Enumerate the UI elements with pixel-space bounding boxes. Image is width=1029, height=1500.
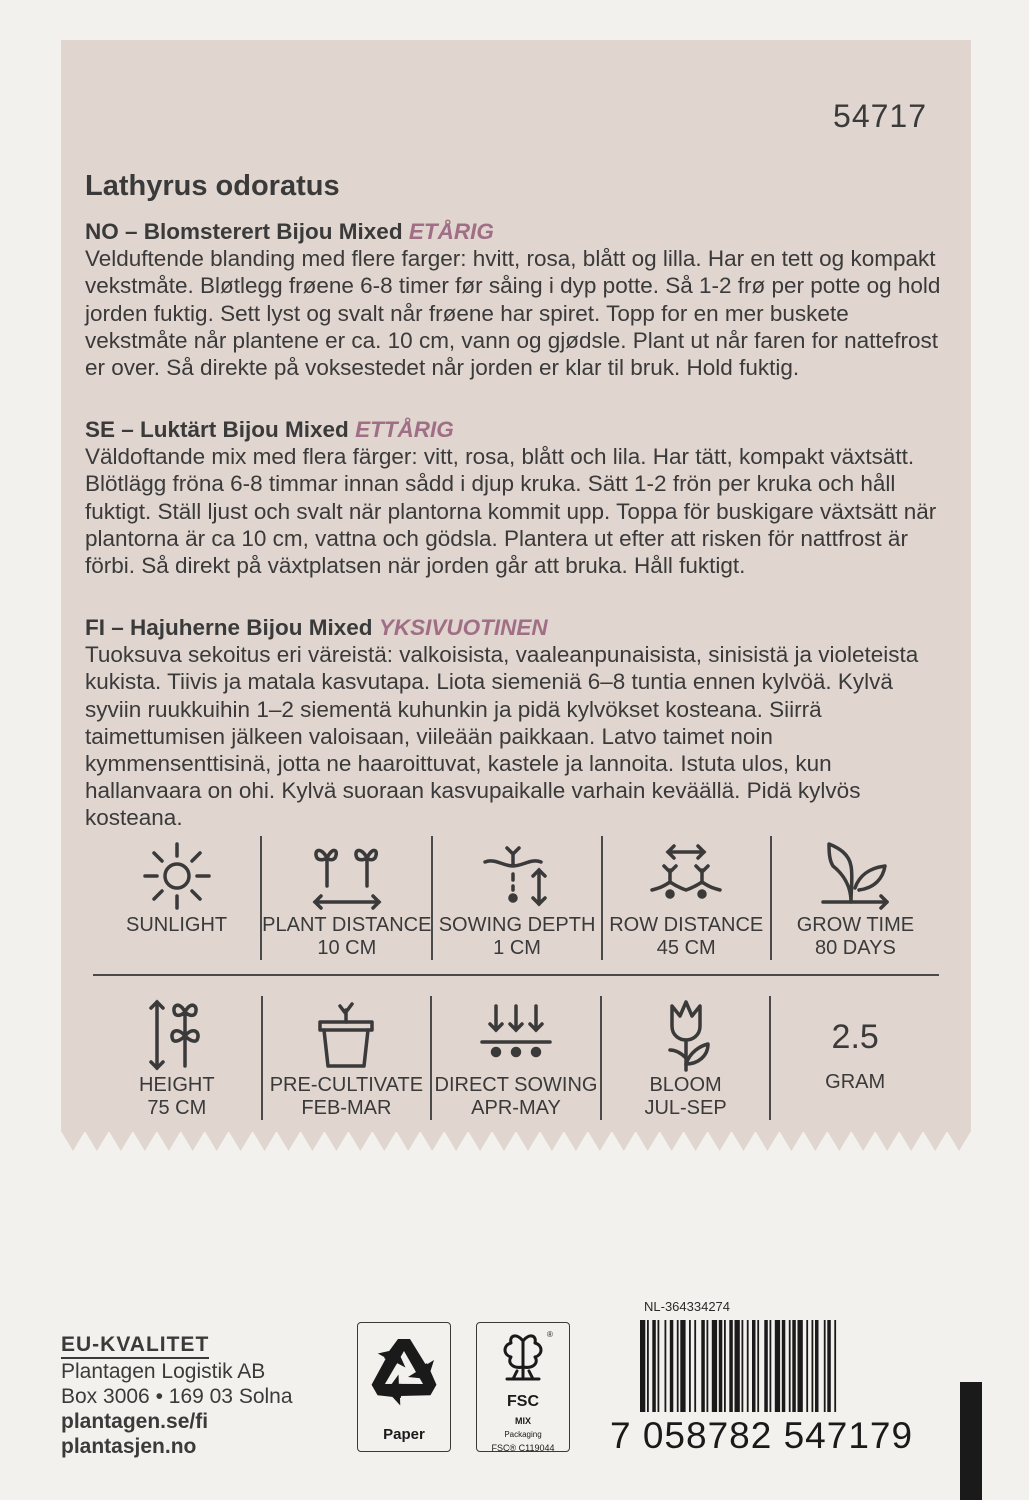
- section-heading: SE – Luktärt Bijou Mixed: [85, 417, 349, 442]
- grow-time-icon: [815, 836, 895, 914]
- barcode-icon: [640, 1320, 932, 1416]
- info-value: 1 CM: [493, 937, 541, 959]
- company-name: Plantagen Logistik AB: [61, 1360, 266, 1383]
- section-heading: NO – Blomsterert Bijou Mixed: [85, 219, 403, 244]
- section-tag: ETÅRIG: [408, 219, 494, 244]
- info-label: SUNLIGHT: [126, 914, 228, 936]
- info-height: [93, 996, 263, 1120]
- svg-text:®: ®: [547, 1330, 553, 1339]
- section-body: Velduftende blanding med flere farger: hvitt, rosa, blått og lilla. Har en tett og kompakt vekstmåte. Bløtlegg frøene 6-8 timer før såing i dyp potte. Så 1-2 frø per potte og hold jorden fuktig. Sett lyst og svalt når frøene har spiret. Topp for en mer buskete vekstmåte når plantene er ca. 10 cm, vann og gjødsle. Plant ut når faren for nattefrost er over. Så direkte på voksestedet når jorden er klar til bruk. Hold fuktig.: [85, 246, 941, 381]
- recycle-icon: [358, 1323, 450, 1419]
- direct-sowing-icon: [476, 996, 556, 1074]
- sowing-depth-icon: [477, 836, 557, 914]
- info-label: GROW TIME: [796, 914, 915, 936]
- website-fi[interactable]: plantagen.se/fi: [61, 1410, 209, 1433]
- quality-label: EU-KVALITET: [61, 1332, 209, 1359]
- section-body: Väldoftande mix med flera färger: vitt, rosa, blått och lila. Har tätt, kompakt växtsätt. Blötlägg fröna 6-8 timmar innan sådd i djup kruka. Sätt 1-2 frön per kruka och håll fuktigt. Ställ ljust och svalt när plantorna kommit upp. Toppa för buskigare växtsätt när plantorna är ca 10 cm, vattna och gödsla. Plantera ut efter att risken för nattfrost är förbi. Så direkt på växtplatsen när jorden går att bruka. Håll fuktigt.: [85, 444, 937, 579]
- info-value: 80 DAYS: [815, 937, 896, 959]
- sun-icon: [137, 836, 217, 914]
- info-row-1: [93, 836, 939, 960]
- fsc-tree-icon: [477, 1323, 569, 1389]
- info-sowing-depth: [433, 836, 602, 960]
- footer-address: [61, 1332, 293, 1459]
- product-code: 54717: [833, 98, 927, 134]
- fsc-badge: [476, 1322, 570, 1452]
- latin-name: Lathyrus odoratus: [85, 170, 340, 202]
- info-label: PLANT DISTANCE: [262, 914, 432, 936]
- info-plant-distance: [262, 836, 433, 960]
- info-value: 75 CM: [147, 1097, 207, 1119]
- zigzag-edge: [61, 1131, 971, 1153]
- company-address: Box 3006 • 169 03 Solna: [61, 1385, 293, 1408]
- info-sunlight: [93, 836, 262, 960]
- info-direct-sowing: [432, 996, 602, 1120]
- section-tag: ETTÅRIG: [355, 417, 454, 442]
- height-icon: [137, 996, 217, 1074]
- section-tag: YKSIVUOTINEN: [378, 615, 548, 640]
- info-row-distance: [603, 836, 772, 960]
- info-panel: [61, 40, 971, 1132]
- website-no[interactable]: plantasjen.no: [61, 1435, 197, 1458]
- edge-mark: [960, 1382, 982, 1500]
- fsc-code: FSC® C119044: [491, 1443, 555, 1453]
- fsc-mix: MIX: [514, 1416, 531, 1426]
- info-value: 10 CM: [317, 937, 377, 959]
- info-weight: [771, 996, 939, 1120]
- info-label: PRE-CULTIVATE: [269, 1074, 424, 1096]
- section-no: [85, 218, 945, 381]
- recycle-label: Paper: [383, 1426, 425, 1443]
- info-label: HEIGHT: [139, 1074, 215, 1096]
- info-row-2: [93, 996, 939, 1120]
- grid-divider: [93, 974, 939, 976]
- section-se: [85, 416, 945, 579]
- plant-distance-icon: [307, 836, 387, 914]
- info-label: DIRECT SOWING: [434, 1074, 598, 1096]
- weight-value: 2.5: [831, 1018, 879, 1056]
- info-label: SOWING DEPTH: [438, 914, 596, 936]
- section-fi: [85, 614, 945, 832]
- info-bloom: [602, 996, 772, 1120]
- fsc-name: FSC: [507, 1393, 539, 1410]
- recycle-badge: [357, 1322, 451, 1452]
- info-label: BLOOM: [649, 1074, 722, 1096]
- info-label: GRAM: [825, 1071, 886, 1093]
- nl-code: NL-364334274: [644, 1299, 731, 1314]
- fsc-packaging: Packaging: [504, 1430, 542, 1439]
- bloom-icon: [646, 996, 726, 1074]
- info-value: 45 CM: [656, 937, 716, 959]
- pre-cultivate-icon: [306, 996, 386, 1074]
- info-grow-time: [772, 836, 939, 960]
- info-value: FEB-MAR: [301, 1097, 392, 1119]
- section-heading: FI – Hajuherne Bijou Mixed: [85, 615, 373, 640]
- row-distance-icon: [646, 836, 726, 914]
- section-body: Tuoksuva sekoitus eri väreistä: valkoisista, vaaleanpunaisista, sinisistä ja violeteista kukista. Tiivis ja matala kasvutapa. Liota siemeniä 6–8 tuntia ennen kylvöä. Kylvä syviin ruukkuihin 1–2 siementä kuhunkin ja pidä kylvökset kosteana. Siirrä taimettumisen jälkeen valoisaan, viileään paikkaan. Latvo taimet noin kymmensenttisinä, jotta ne haaroittuvat, kastele ja lannoita. Istuta ulos, kun hallanvaara on ohi. Kylvä suoraan kasvupaikalle varhain keväällä. Pidä kylvös kosteana.: [85, 642, 919, 831]
- info-label: ROW DISTANCE: [609, 914, 764, 936]
- info-value: APR-MAY: [471, 1097, 561, 1119]
- barcode-digits: 7 058782 547179: [610, 1415, 914, 1456]
- info-pre-cultivate: [263, 996, 433, 1120]
- info-value: JUL-SEP: [644, 1097, 727, 1119]
